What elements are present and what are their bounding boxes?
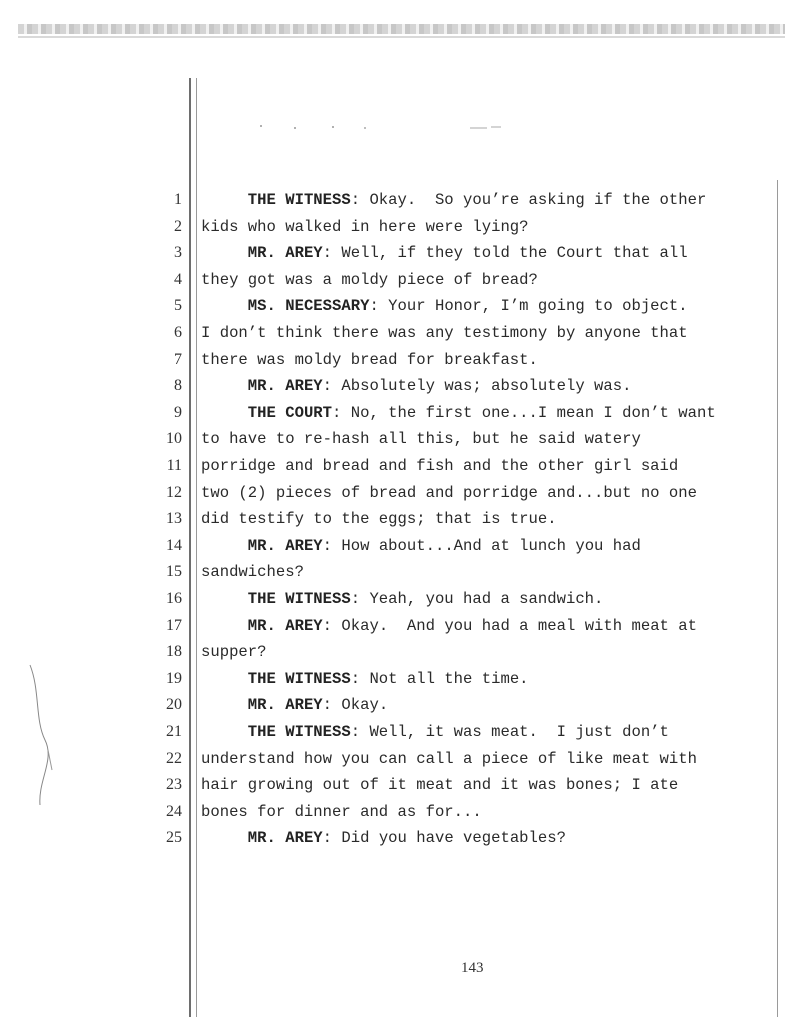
transcript-line bbox=[0, 453, 803, 479]
speaker-label: MR. AREY bbox=[247, 616, 323, 635]
line-text bbox=[201, 719, 773, 745]
line-number: 17 bbox=[166, 616, 182, 634]
line-text bbox=[201, 426, 773, 452]
transcript-line bbox=[0, 400, 803, 426]
line-text bbox=[201, 666, 773, 692]
spoken-text: : Your Honor, I’m going to object. bbox=[369, 297, 688, 316]
line-text bbox=[201, 559, 773, 585]
spoken-text: : How about...And at lunch you had bbox=[322, 536, 641, 555]
spoken-text: : Well, if they told the Court that all bbox=[322, 244, 688, 263]
line-text bbox=[201, 267, 773, 293]
line-number: 18 bbox=[166, 643, 182, 661]
transcript-line bbox=[0, 666, 803, 692]
line-number: 12 bbox=[166, 483, 182, 501]
transcript-line bbox=[0, 639, 803, 665]
transcript-line bbox=[0, 347, 803, 373]
line-text bbox=[201, 373, 773, 399]
line-text bbox=[201, 533, 773, 559]
spoken-text: : Did you have vegetables? bbox=[322, 829, 566, 848]
transcript-line bbox=[0, 533, 803, 559]
speaker-label: MR. AREY bbox=[247, 244, 323, 263]
line-text bbox=[201, 240, 773, 266]
spoken-text: there was moldy bread for breakfast. bbox=[201, 350, 538, 369]
line-text bbox=[201, 293, 773, 319]
line-number: 21 bbox=[166, 723, 182, 740]
line-text bbox=[201, 320, 773, 346]
transcript-line bbox=[0, 214, 803, 240]
transcript-line bbox=[0, 320, 803, 346]
spoken-text: bones for dinner and as for... bbox=[201, 802, 482, 821]
speaker-label: THE WITNESS bbox=[247, 669, 351, 688]
spoken-text: : Absolutely was; absolutely was. bbox=[322, 377, 632, 396]
line-text bbox=[201, 639, 773, 665]
line-number: 24 bbox=[166, 802, 182, 820]
line-text bbox=[201, 214, 773, 240]
line-number: 5 bbox=[174, 297, 182, 315]
spoken-text: sandwiches? bbox=[201, 563, 304, 582]
speaker-label: MS. NECESSARY bbox=[247, 297, 370, 316]
transcript-line bbox=[0, 426, 803, 452]
spoken-text: : Yeah, you had a sandwich. bbox=[350, 590, 604, 608]
transcript-line bbox=[0, 719, 803, 745]
spoken-text: porridge and bread and fish and the other girl said bbox=[201, 457, 679, 475]
line-text bbox=[201, 692, 773, 718]
header-scan-rule bbox=[18, 24, 785, 34]
transcript-line bbox=[0, 825, 803, 851]
line-number: 15 bbox=[166, 563, 182, 581]
line-number: 16 bbox=[166, 590, 182, 607]
spoken-text: kids who walked in here were lying? bbox=[201, 217, 529, 236]
line-text bbox=[201, 453, 773, 479]
line-number: 9 bbox=[174, 403, 182, 421]
line-number: 3 bbox=[174, 244, 182, 262]
line-text bbox=[201, 187, 773, 213]
line-number: 1 bbox=[174, 191, 182, 208]
line-number: 22 bbox=[166, 749, 182, 767]
line-number: 20 bbox=[166, 696, 182, 714]
line-number: 4 bbox=[174, 270, 182, 288]
transcript-line bbox=[0, 772, 803, 798]
transcript-line bbox=[0, 267, 803, 293]
spoken-text: : No, the first one...I mean I don’t want bbox=[332, 403, 716, 422]
faint-bleed-through-marks bbox=[255, 122, 505, 132]
line-number: 7 bbox=[174, 350, 182, 368]
spoken-text: they got was a moldy piece of bread? bbox=[201, 270, 538, 289]
line-number: 13 bbox=[166, 510, 182, 528]
speaker-label: THE COURT bbox=[247, 403, 333, 422]
line-number: 6 bbox=[174, 324, 182, 341]
spoken-text: hair growing out of it meat and it was bones; I ate bbox=[201, 776, 679, 795]
line-text bbox=[201, 746, 773, 772]
spoken-text: I don’t think there was any testimony by anyone that bbox=[201, 324, 688, 342]
line-text bbox=[201, 799, 773, 825]
line-number: 2 bbox=[174, 217, 182, 235]
spoken-text: : Well, it was meat. I just don’t bbox=[350, 723, 669, 741]
spoken-text: : Okay. bbox=[322, 696, 389, 715]
transcript-line bbox=[0, 613, 803, 639]
spoken-text: to have to re-hash all this, but he said watery bbox=[201, 430, 641, 449]
line-number: 19 bbox=[166, 669, 182, 687]
line-number: 10 bbox=[166, 430, 182, 448]
speaker-label: THE WITNESS bbox=[247, 191, 351, 209]
speaker-label: MR. AREY bbox=[247, 829, 323, 848]
transcript-line bbox=[0, 373, 803, 399]
line-number: 14 bbox=[166, 536, 182, 554]
transcript-line bbox=[0, 692, 803, 718]
transcript-line bbox=[0, 506, 803, 532]
speaker-label: MR. AREY bbox=[247, 536, 323, 555]
speaker-label: THE WITNESS bbox=[247, 590, 351, 608]
spoken-text: : Okay. And you had a meal with meat at bbox=[322, 616, 697, 635]
spoken-text: supper? bbox=[201, 643, 267, 662]
transcript-line bbox=[0, 586, 803, 612]
transcript-line bbox=[0, 480, 803, 506]
spoken-text: : Okay. So you’re asking if the other bbox=[350, 191, 707, 209]
line-text bbox=[201, 586, 773, 612]
spoken-text: did testify to the eggs; that is true. bbox=[201, 510, 557, 529]
spoken-text: understand how you can call a piece of like meat with bbox=[201, 749, 697, 768]
spoken-text: : Not all the time. bbox=[350, 669, 529, 688]
line-number: 23 bbox=[166, 776, 182, 794]
line-text bbox=[201, 825, 773, 851]
transcript-line bbox=[0, 559, 803, 585]
line-number: 25 bbox=[166, 829, 182, 847]
line-text bbox=[201, 480, 773, 506]
page-number: 143 bbox=[461, 960, 484, 976]
line-text bbox=[201, 400, 773, 426]
transcript-line bbox=[0, 293, 803, 319]
spoken-text: two (2) pieces of bread and porridge and...but no one bbox=[201, 483, 697, 502]
transcript-line bbox=[0, 746, 803, 772]
header-scan-rule-secondary bbox=[18, 36, 785, 38]
speaker-label: MR. AREY bbox=[247, 696, 323, 715]
line-text bbox=[201, 613, 773, 639]
transcript-line bbox=[0, 240, 803, 266]
line-number: 8 bbox=[174, 377, 182, 395]
transcript-line bbox=[0, 187, 803, 213]
speaker-label: MR. AREY bbox=[247, 377, 323, 396]
speaker-label: THE WITNESS bbox=[247, 723, 351, 741]
line-number: 11 bbox=[166, 457, 182, 474]
line-text bbox=[201, 772, 773, 798]
line-text bbox=[201, 506, 773, 532]
transcript-line bbox=[0, 799, 803, 825]
line-text bbox=[201, 347, 773, 373]
